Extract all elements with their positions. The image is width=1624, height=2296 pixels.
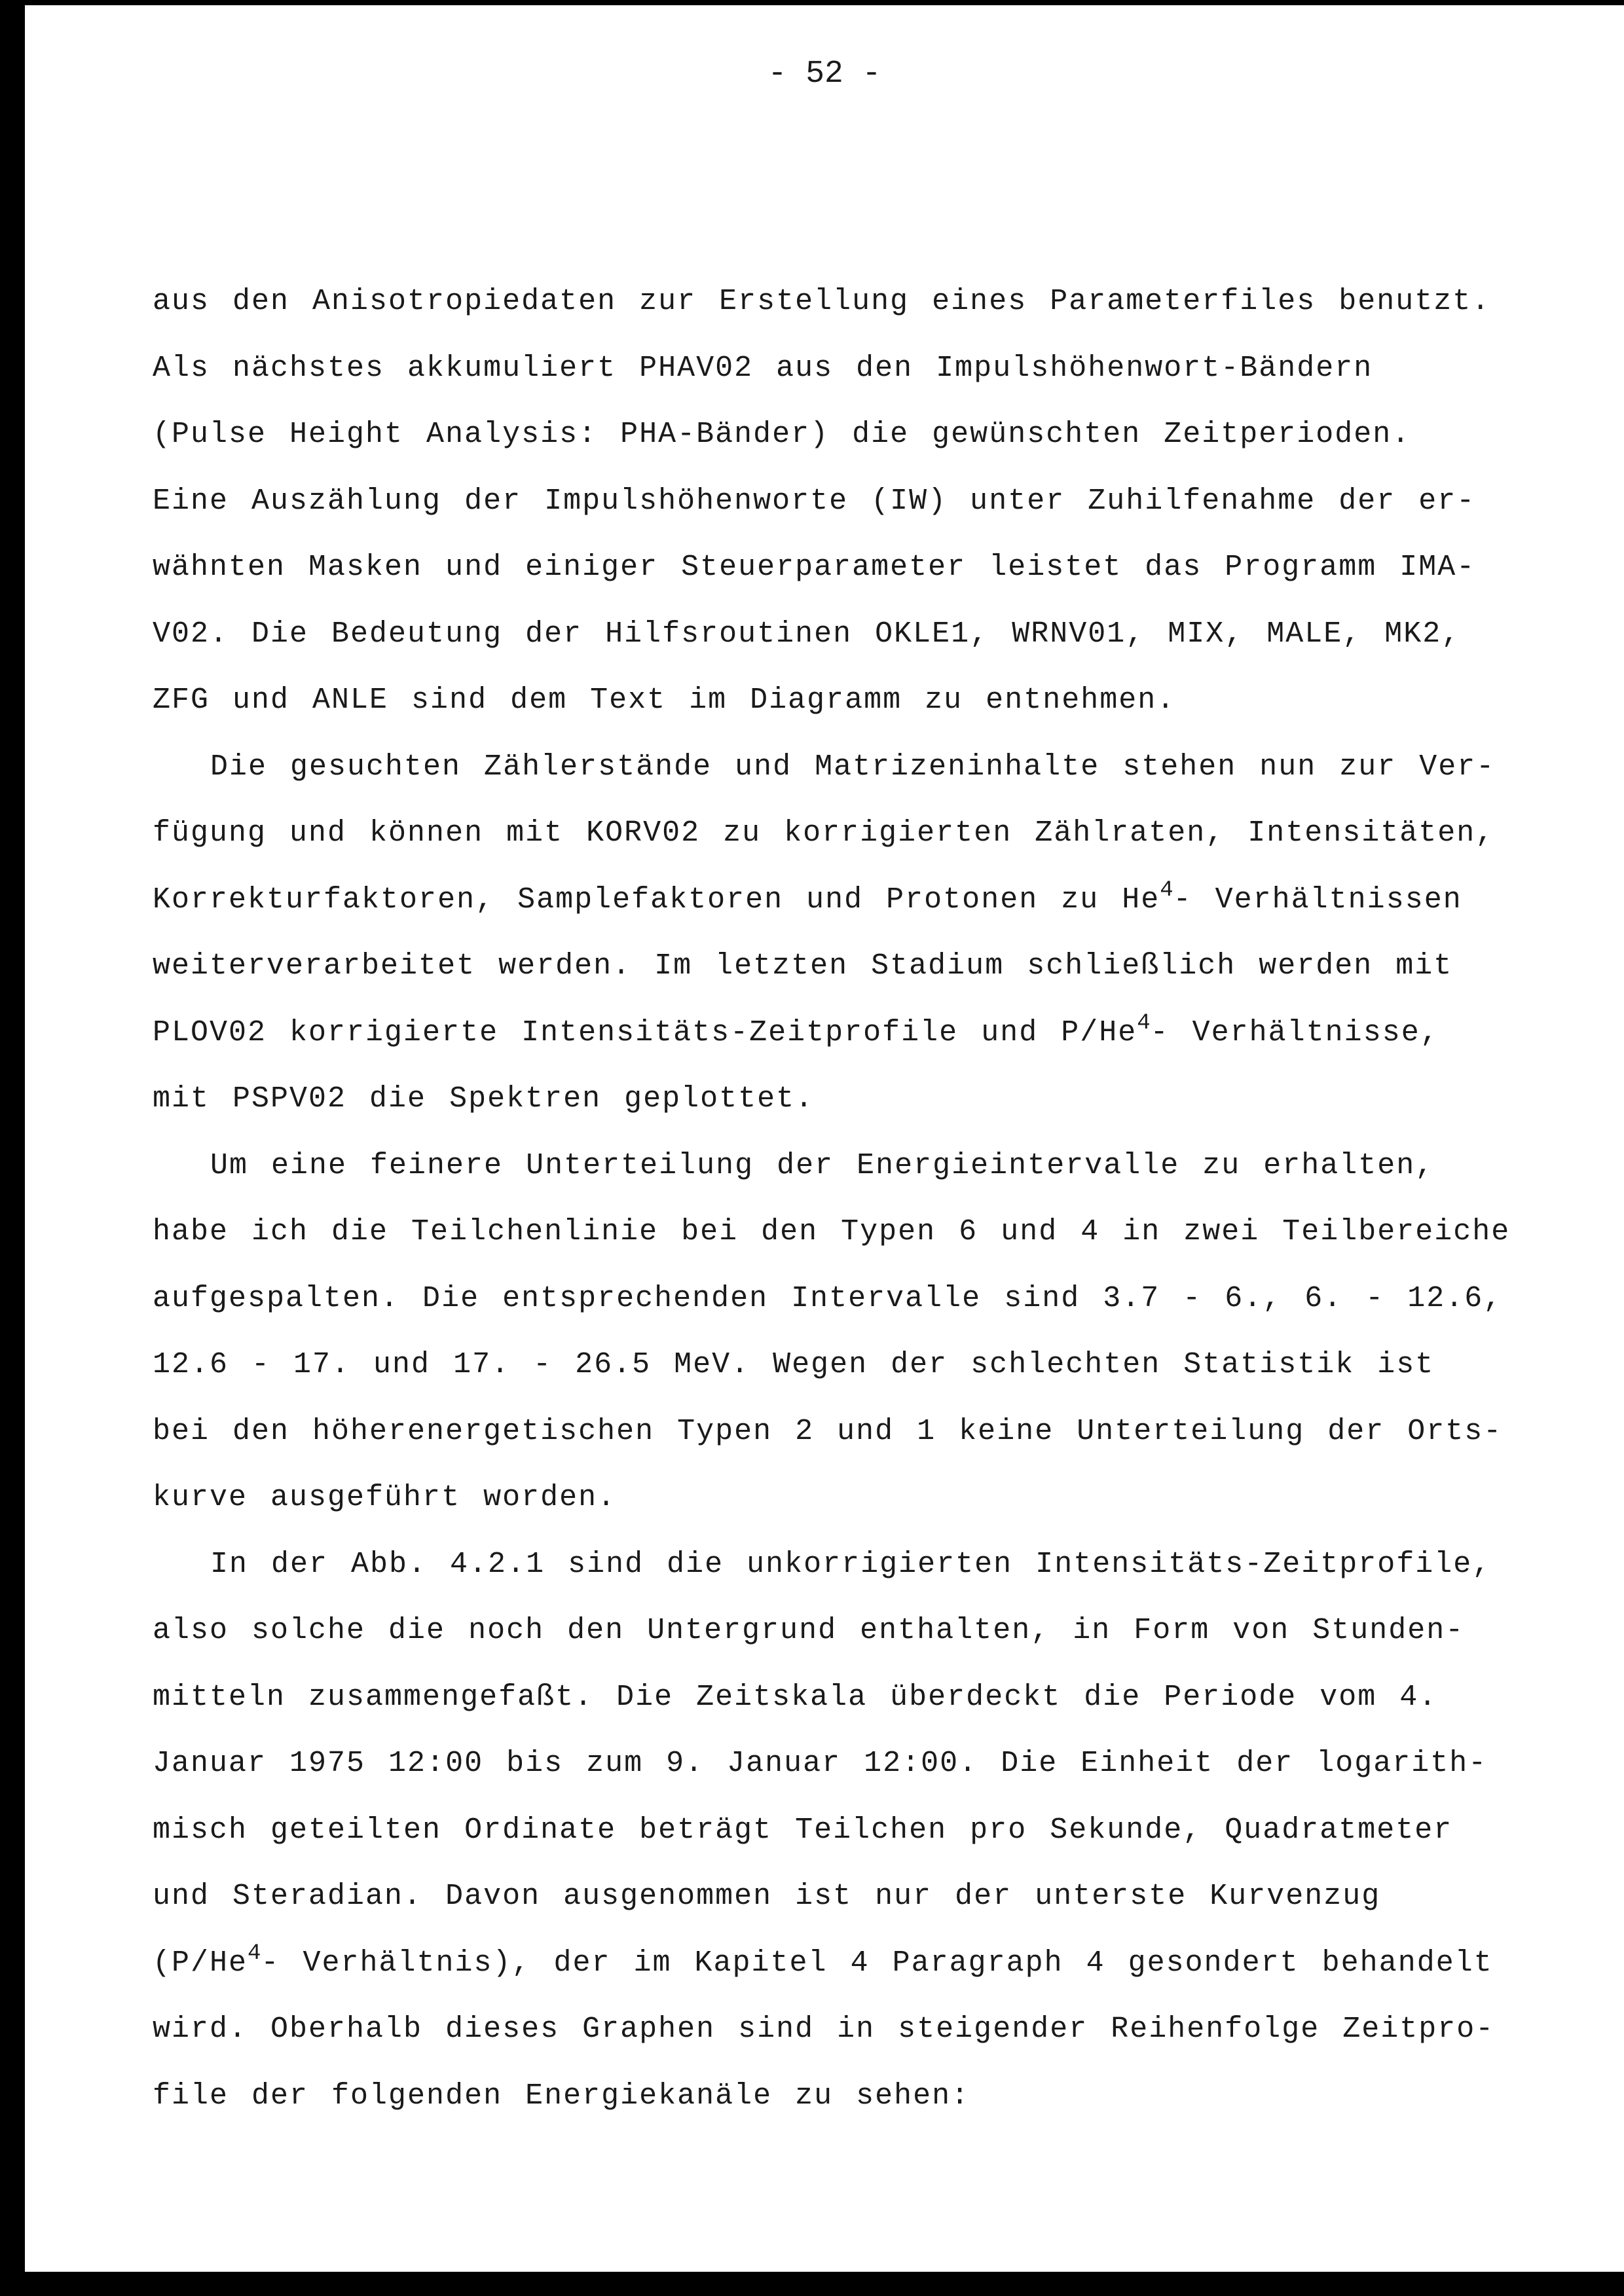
text-line <box>153 468 1554 535</box>
text-segment: Um eine feinere Unterteilung der Energieintervalle zu erhalten, <box>210 1148 1435 1182</box>
text-line <box>153 1730 1554 1797</box>
text-segment: und Steradian. Davon ausgenommen ist nur der unterste Kurvenzug <box>153 1880 1381 1913</box>
text-segment: (Pulse Height Analysis: PHA-Bänder) die gewünschten Zeitperioden. <box>153 418 1411 451</box>
text-segment: mitteln zusammengefaßt. Die Zeitskala überdeckt die Periode vom 4. <box>153 1680 1438 1714</box>
text-segment: Korrekturfaktoren, Samplefaktoren und Protonen zu He <box>153 883 1160 917</box>
text-segment: bei den höherenergetischen Typen 2 und 1 keine Unterteilung der Orts- <box>153 1414 1503 1448</box>
text-line <box>153 335 1554 402</box>
text-line <box>153 601 1554 668</box>
text-line <box>153 268 1554 335</box>
text-segment: also solche die noch den Untergrund enthalten, in Form von Stunden- <box>153 1614 1465 1647</box>
text-line <box>153 1664 1554 1731</box>
text-segment: weiterverarbeitet werden. Im letzten Stadium schließlich werden mit <box>153 949 1453 983</box>
text-line <box>153 534 1554 601</box>
text-segment: file der folgenden Energiekanäle zu sehen: <box>153 2079 970 2113</box>
text-segment: wird. Oberhalb dieses Graphen sind in steigender Reihenfolge Zeitpro- <box>153 2013 1495 2046</box>
text-line <box>153 401 1554 468</box>
superscript: 4 <box>1160 877 1173 903</box>
text-line <box>153 1066 1554 1133</box>
text-segment: wähnten Masken und einiger Steuerparameter leistet das Programm IMA- <box>153 551 1476 584</box>
text-segment: In der Abb. 4.2.1 sind die unkorrigierten Intensitäts-Zeitprofile, <box>210 1547 1492 1581</box>
text-line <box>153 1199 1554 1266</box>
text-segment: habe ich die Teilchenlinie bei den Typen 6 und 4 in zwei Teilbereiche <box>153 1215 1511 1248</box>
text-line <box>153 667 1554 734</box>
text-segment: Eine Auszählung der Impulshöhenworte (IW) unter Zuhilfenahme der er- <box>153 484 1476 518</box>
text-segment: - Verhältnis), der im Kapitel 4 Paragraph 4 gesondert behandelt <box>261 1946 1493 1980</box>
text-line <box>153 933 1554 1000</box>
text-line <box>153 1332 1554 1398</box>
text-line <box>153 2063 1554 2130</box>
text-line <box>153 867 1554 934</box>
text-segment: Januar 1975 12:00 bis zum 9. Januar 12:00. Die Einheit der logarith- <box>153 1747 1488 1780</box>
document-page <box>25 5 1624 2272</box>
text-segment: Die gesuchten Zählerstände und Matrizeninhalte stehen nun zur Ver- <box>210 750 1496 784</box>
text-line <box>153 734 1554 801</box>
text-line <box>153 1531 1554 1598</box>
superscript: 4 <box>248 1941 261 1966</box>
text-line <box>153 800 1554 867</box>
text-segment: ZFG und ANLE sind dem Text im Diagramm zu entnehmen. <box>153 683 1176 717</box>
text-line <box>153 1133 1554 1199</box>
superscript: 4 <box>1137 1010 1151 1036</box>
text-line <box>153 1465 1554 1531</box>
page-number: - 52 - <box>767 56 881 92</box>
text-segment: PLOV02 korrigierte Intensitäts-Zeitprofile und P/He <box>153 1015 1137 1049</box>
text-line <box>153 1398 1554 1465</box>
text-line <box>153 1996 1554 2063</box>
text-line <box>153 1266 1554 1332</box>
text-line <box>153 1597 1554 1664</box>
text-segment: mit PSPV02 die Spektren geplottet. <box>153 1082 815 1116</box>
text-segment: misch geteilten Ordinate beträgt Teilchen pro Sekunde, Quadratmeter <box>153 1813 1453 1847</box>
text-segment: kurve ausgeführt worden. <box>153 1481 617 1514</box>
text-segment: aufgespalten. Die entsprechenden Intervalle sind 3.7 - 6., 6. - 12.6, <box>153 1281 1503 1315</box>
text-segment: V02. Die Bedeutung der Hilfsroutinen OKLE1, WRNV01, MIX, MALE, MK2, <box>153 617 1461 651</box>
text-segment: 12.6 - 17. und 17. - 26.5 MeV. Wegen der schlechten Statistik ist <box>153 1348 1435 1381</box>
text-segment: Als nächstes akkumuliert PHAV02 aus den Impulshöhenwort-Bändern <box>153 351 1373 385</box>
text-line <box>153 1000 1554 1066</box>
text-segment: (P/He <box>153 1946 248 1980</box>
text-segment: - Verhältnisse, <box>1150 1015 1439 1049</box>
text-line <box>153 1930 1554 1997</box>
text-segment: fügung und können mit KORV02 zu korrigierten Zählraten, Intensitäten, <box>153 816 1495 850</box>
text-segment: aus den Anisotropiedaten zur Erstellung eines Parameterfiles benutzt. <box>153 285 1491 318</box>
text-line <box>153 1863 1554 1930</box>
text-line <box>153 1797 1554 1864</box>
text-segment: - Verhältnissen <box>1173 883 1462 917</box>
body-text <box>153 268 1554 2129</box>
